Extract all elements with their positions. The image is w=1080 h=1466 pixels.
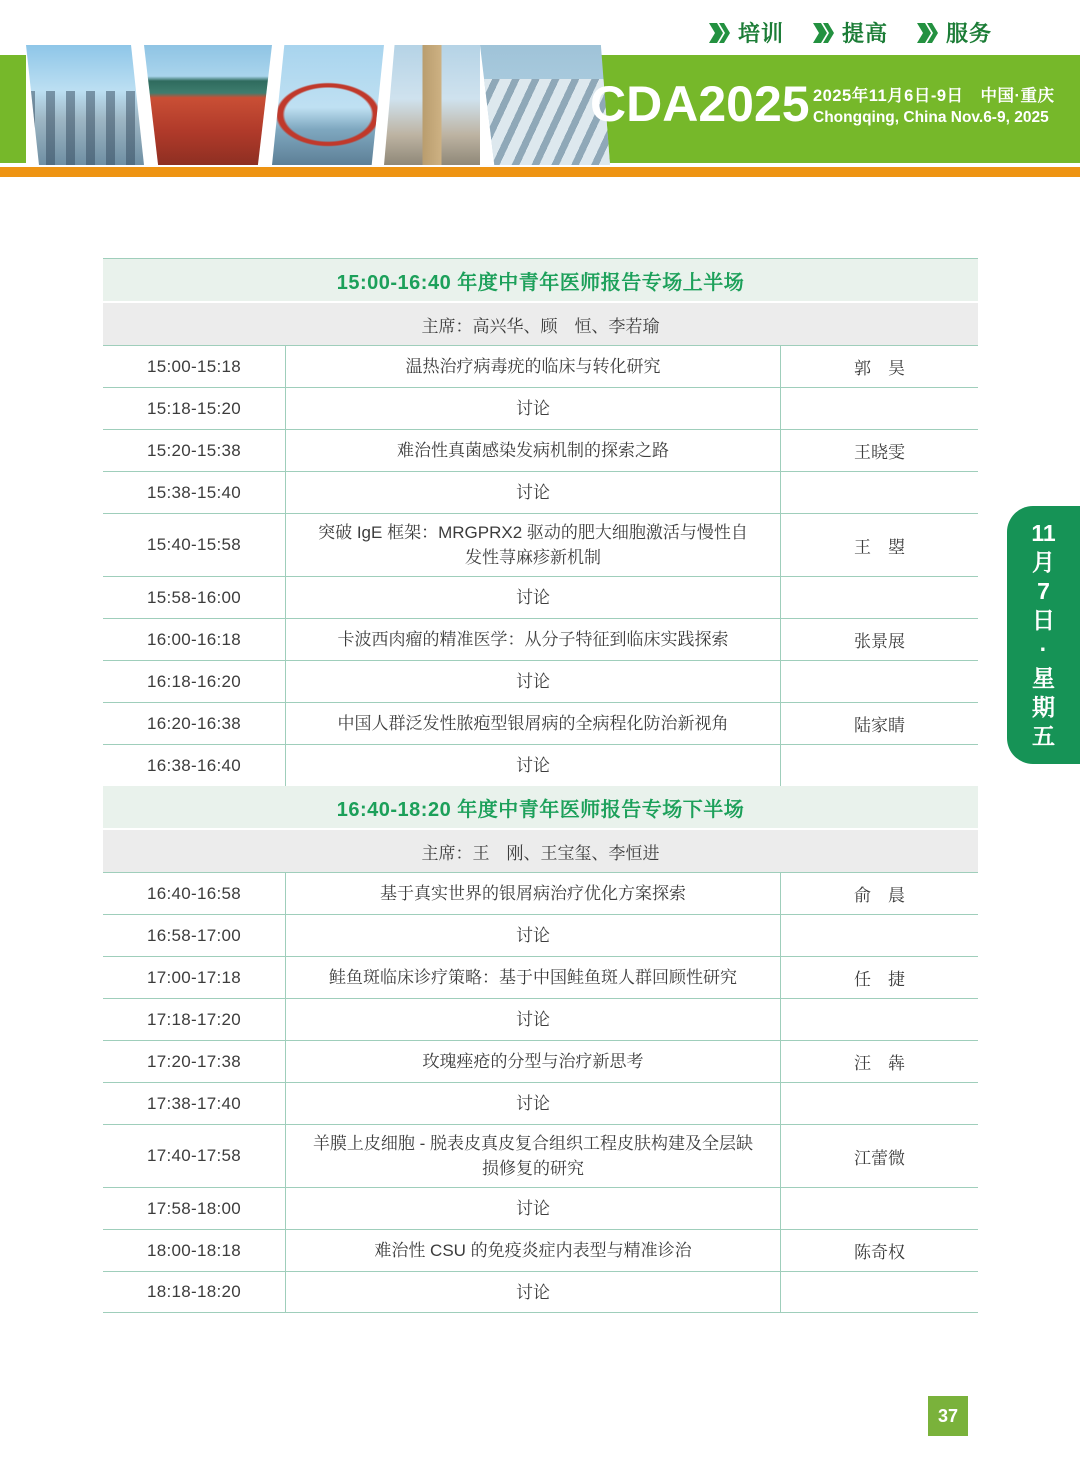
row-time: 16:40-16:58 — [146, 883, 242, 903]
row-speaker: 王晓雯 — [854, 443, 905, 462]
table-row — [103, 1271, 978, 1313]
day-tab-char: 日 — [1032, 607, 1055, 633]
row-speaker — [781, 1083, 978, 1124]
row-time: 18:18-18:20 — [146, 1282, 242, 1301]
row-speaker: 俞 晨 — [854, 886, 905, 905]
row-speaker: 任 捷 — [854, 970, 905, 989]
row-topic: 难治性 CSU 的免疫炎症内表型与精准诊治 — [285, 1230, 781, 1271]
city-photo-collage — [26, 45, 584, 165]
table-row — [103, 660, 978, 702]
row-time: 17:38-17:40 — [146, 1093, 242, 1113]
section-chairs: 主席：王 刚、王宝玺、李恒进 — [103, 828, 978, 872]
table-row — [103, 576, 978, 618]
row-speaker — [781, 915, 978, 956]
day-tab-char: 7 — [1037, 578, 1050, 604]
row-time: 17:20-17:38 — [146, 1051, 242, 1071]
row-topic: 基于真实世界的银屑病治疗优化方案探索 — [285, 873, 781, 914]
row-time: 15:40-15:58 — [146, 535, 242, 554]
section-title: 16:40-18:20 年度中青年医师报告专场下半场 — [103, 786, 978, 828]
table-row — [103, 429, 978, 471]
nav-item-label: 服务 — [945, 21, 992, 46]
table-row — [103, 387, 978, 429]
row-topic: 讨论 — [285, 388, 781, 429]
schedule-section — [103, 786, 978, 1313]
row-topic: 温热治疗病毒疣的临床与转化研究 — [285, 346, 781, 387]
row-time: 18:00-18:18 — [146, 1240, 242, 1260]
nav-item — [708, 17, 784, 48]
row-time: 15:58-16:00 — [146, 587, 242, 607]
conference-logo: CDA2025 — [590, 76, 810, 132]
nav-item — [812, 17, 888, 48]
row-topic: 讨论 — [285, 661, 781, 702]
row-speaker — [781, 472, 978, 513]
row-topic: 讨论 — [285, 915, 781, 956]
table-row — [103, 702, 978, 744]
row-topic: 讨论 — [285, 472, 781, 513]
row-speaker: 王 曌 — [854, 537, 905, 557]
schedule-section — [103, 259, 978, 786]
row-time: 15:38-15:40 — [146, 482, 242, 502]
city-photo-great-hall — [144, 45, 272, 165]
row-speaker — [781, 1188, 978, 1229]
table-row — [103, 345, 978, 387]
row-time: 16:58-17:00 — [146, 925, 242, 945]
row-speaker — [781, 577, 978, 618]
row-time: 15:20-15:38 — [146, 440, 242, 460]
table-row — [103, 744, 978, 786]
divider-bar — [0, 167, 1080, 177]
row-topic: 卡波西肉瘤的精准医学：从分子特征到临床实践探索 — [285, 619, 781, 660]
row-topic: 羊膜上皮细胞 - 脱表皮真皮复合组织工程皮肤构建及全层缺损修复的研究 — [285, 1125, 781, 1187]
day-tab-char: 星 — [1032, 665, 1055, 691]
day-tab — [1007, 506, 1080, 764]
row-time: 16:00-16:18 — [146, 629, 242, 649]
row-speaker: 张景展 — [854, 632, 905, 651]
nav-item-label: 培训 — [737, 21, 784, 46]
row-topic: 玫瑰痤疮的分型与治疗新思考 — [285, 1041, 781, 1082]
row-speaker: 郭 昊 — [854, 359, 905, 378]
section-chairs: 主席：高兴华、顾 恒、李若瑜 — [103, 301, 978, 345]
row-topic: 讨论 — [285, 999, 781, 1040]
table-row — [103, 872, 978, 914]
row-time: 17:18-17:20 — [146, 1009, 242, 1029]
table-row — [103, 1229, 978, 1271]
table-row — [103, 956, 978, 998]
day-tab-char: 五 — [1032, 723, 1055, 749]
city-photo-bridge — [272, 45, 384, 165]
row-topic: 讨论 — [285, 1083, 781, 1124]
table-row — [103, 471, 978, 513]
schedule-table — [103, 258, 978, 1313]
row-time: 17:00-17:18 — [146, 967, 242, 987]
section-title: 15:00-16:40 年度中青年医师报告专场上半场 — [103, 259, 978, 301]
row-speaker — [781, 999, 978, 1040]
row-time: 17:40-17:58 — [146, 1146, 242, 1165]
city-photo-monument — [384, 45, 480, 165]
row-topic: 讨论 — [285, 1272, 781, 1312]
day-tab-char: 11 — [1031, 520, 1056, 546]
row-time: 16:18-16:20 — [146, 671, 242, 691]
row-time: 15:00-15:18 — [146, 356, 242, 376]
row-topic: 讨论 — [285, 577, 781, 618]
double-chevron-icon — [916, 23, 940, 43]
table-row — [103, 618, 978, 660]
service-nav — [708, 17, 992, 48]
row-time: 16:20-16:38 — [146, 713, 242, 733]
double-chevron-icon — [812, 23, 836, 43]
row-speaker — [781, 388, 978, 429]
day-tab-char: 月 — [1032, 549, 1055, 575]
day-tab-char: · — [1039, 636, 1048, 662]
conference-date-cn: 2025年11月6日-9日 中国·重庆 — [813, 87, 1055, 105]
row-speaker — [781, 661, 978, 702]
conference-dates — [813, 85, 1055, 128]
nav-item — [916, 17, 992, 48]
table-row — [103, 1082, 978, 1124]
table-row — [103, 1040, 978, 1082]
row-topic: 突破 IgE 框架：MRGPRX2 驱动的肥大细胞激活与慢性自发性荨麻疹新机制 — [285, 514, 781, 576]
row-speaker: 江蕾微 — [854, 1148, 905, 1168]
row-time: 17:58-18:00 — [146, 1198, 242, 1218]
conference-date-en: Chongqing, China Nov.6-9, 2025 — [813, 109, 1049, 126]
row-topic: 中国人群泛发性脓疱型银屑病的全病程化防治新视角 — [285, 703, 781, 744]
header-banner — [0, 55, 1080, 163]
nav-item-label: 提高 — [841, 21, 888, 46]
row-speaker: 汪 犇 — [854, 1054, 905, 1073]
row-speaker: 陆家睛 — [854, 716, 905, 735]
table-row — [103, 914, 978, 956]
row-topic: 难治性真菌感染发病机制的探索之路 — [285, 430, 781, 471]
row-speaker — [781, 745, 978, 786]
double-chevron-icon — [708, 23, 732, 43]
table-row — [103, 1124, 978, 1187]
row-time: 15:18-15:20 — [146, 398, 242, 418]
table-row — [103, 998, 978, 1040]
table-row — [103, 1187, 978, 1229]
row-speaker: 陈奇权 — [854, 1243, 905, 1262]
row-topic: 鲑鱼斑临床诊疗策略：基于中国鲑鱼斑人群回顾性研究 — [285, 957, 781, 998]
row-speaker — [781, 1272, 978, 1312]
row-time: 16:38-16:40 — [146, 755, 242, 775]
table-row — [103, 513, 978, 576]
row-topic: 讨论 — [285, 745, 781, 786]
page-number: 37 — [928, 1396, 968, 1436]
city-photo-skyline — [26, 45, 144, 165]
day-tab-char: 期 — [1032, 694, 1055, 720]
row-topic: 讨论 — [285, 1188, 781, 1229]
